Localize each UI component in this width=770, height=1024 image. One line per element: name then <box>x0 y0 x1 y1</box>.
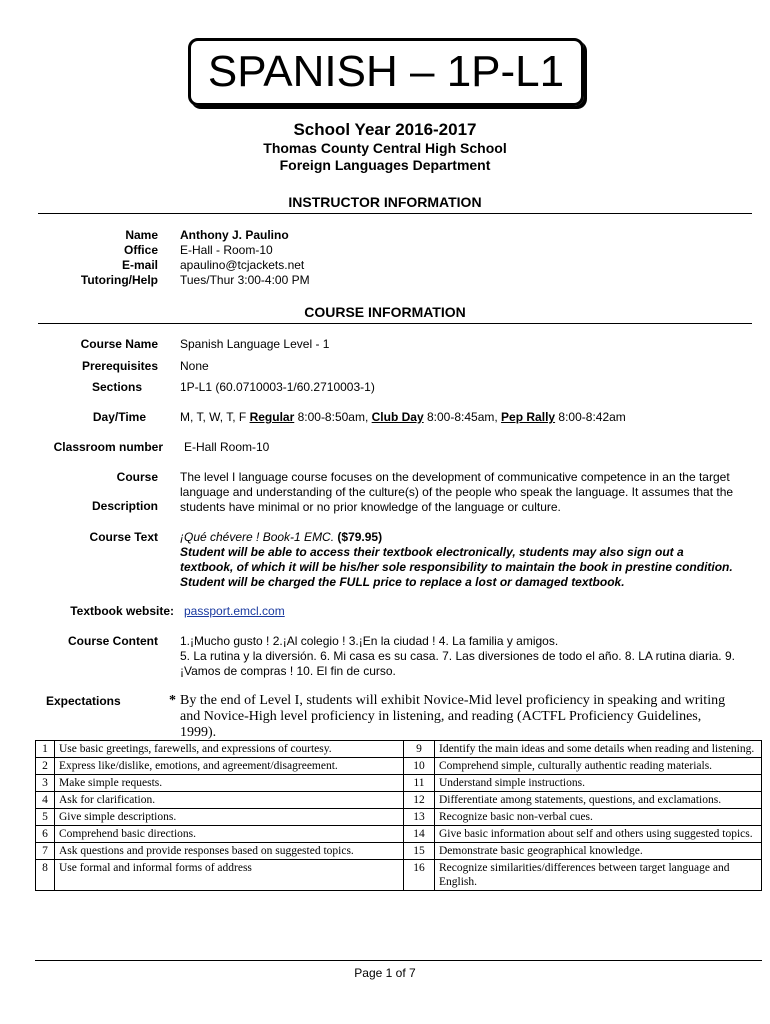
description-label: Course <box>116 470 158 484</box>
course-text-value <box>180 530 740 590</box>
page-title: SPANISH – 1P-L1 <box>207 47 565 96</box>
row-number: 13 <box>404 809 435 826</box>
course-description: The level I language course focuses on the development of communicative competence in an the target language and understanding of the culture(s) of the people who speak the language. It assumes that the students have minimal or no prior knowledge of the language or culture. <box>180 470 734 514</box>
row-number: 3 <box>36 775 55 792</box>
row-number: 8 <box>36 860 55 891</box>
table-row <box>36 775 762 792</box>
expectations-label: Expectations <box>46 694 121 708</box>
row-description: Comprehend simple, culturally authentic reading materials. <box>435 758 762 775</box>
textbook-note: Student will be able to access their textbook electronically, students may also sign out a textbook, of which it will be his/her sole responsibility to maintain the book in prestine condition. Student will be charged the FULL price to replace a lost or damaged textbook. <box>180 545 733 589</box>
row-number: 5 <box>36 809 55 826</box>
department-name: Foreign Languages Department <box>279 157 491 173</box>
instructor-label: Tutoring/Help <box>80 273 158 287</box>
table-row <box>36 826 762 843</box>
sections-value: 1P-L1 (60.0710003-1/60.2710003-1) <box>180 380 375 394</box>
daytime-label: Day/Time <box>92 410 146 424</box>
school-year: School Year 2016-2017 <box>293 120 477 139</box>
prerequisites-value: None <box>180 359 209 373</box>
row-description: Demonstrate basic geographical knowledge. <box>435 843 762 860</box>
row-number: 14 <box>404 826 435 843</box>
textbook-price: ($79.95) <box>337 530 383 544</box>
row-number: 9 <box>404 741 435 758</box>
instructor-label: Office <box>123 243 158 257</box>
row-description: Give simple descriptions. <box>55 809 404 826</box>
textbook-website-link[interactable]: passport.emcl.com <box>184 604 285 618</box>
club-day-time: 8:00-8:45am, <box>423 410 502 424</box>
instructor-value: E-Hall - Room-10 <box>180 243 273 257</box>
title-box <box>188 38 584 106</box>
regular-time: 8:00-8:50am, <box>294 410 372 424</box>
row-number: 12 <box>404 792 435 809</box>
course-content-value: 1.¡Mucho gusto ! 2.¡Al colegio ! 3.¡En la ciudad ! 4. La familia y amigos. 5. La rutina y la diversión. 6. Mi casa es su casa. 7. Las diversiones de todo el año. 8. LA rutina diaria. 9. ¡Vamos de compras ! 10. El fin de curso. <box>180 634 735 678</box>
classroom-label: Classroom number <box>53 440 163 454</box>
instructor-value: Tues/Thur 3:00-4:00 PM <box>180 273 310 287</box>
website-label: Textbook website: <box>70 604 174 618</box>
table-row <box>36 758 762 775</box>
days-text: M, T, W, T, F <box>180 410 250 424</box>
course-section-title: COURSE INFORMATION <box>304 304 466 320</box>
expectations-table <box>35 740 762 891</box>
footer-rule <box>35 960 762 961</box>
instructor-section-title: INSTRUCTOR INFORMATION <box>288 194 482 210</box>
sections-label: Sections <box>91 380 142 394</box>
course-name-label: Course Name <box>80 337 158 351</box>
row-description: Give basic information about self and others using suggested topics. <box>435 826 762 843</box>
row-description: Identify the main ideas and some details when reading and listening. <box>435 741 762 758</box>
row-number: 4 <box>36 792 55 809</box>
instructor-label: Name <box>125 228 158 242</box>
table-row <box>36 741 762 758</box>
instructor-value: Anthony J. Paulino <box>180 228 289 242</box>
row-number: 6 <box>36 826 55 843</box>
instructor-label: E-mail <box>121 258 158 272</box>
row-number: 2 <box>36 758 55 775</box>
row-number: 7 <box>36 843 55 860</box>
instructor-email[interactable]: apaulino@tcjackets.net <box>180 258 305 272</box>
description-label: Description <box>91 499 158 513</box>
row-description: Use basic greetings, farewells, and expressions of courtesy. <box>55 741 404 758</box>
prerequisites-label: Prerequisites <box>81 359 158 373</box>
club-day-label: Club Day <box>371 410 424 424</box>
instructor-rule <box>38 213 752 214</box>
expectations-text: By the end of Level I, students will exhibit Novice-Mid level proficiency in speaking and writing and Novice-High level proficiency in listening, and reading (ACTFL Proficiency Guidelines, 1999). <box>180 693 726 740</box>
row-description: Differentiate among statements, questions, and exclamations. <box>435 792 762 809</box>
row-description: Ask for clarification. <box>55 792 404 809</box>
course-content-label: Course Content <box>68 634 158 648</box>
table-row <box>36 809 762 826</box>
school-name: Thomas County Central High School <box>263 140 507 156</box>
course-text-label: Course Text <box>89 530 158 544</box>
textbook-title: ¡Qué chévere ! Book-1 EMC. <box>180 530 338 544</box>
daytime-value <box>180 410 626 424</box>
pep-rally-label: Pep Rally <box>501 410 556 424</box>
classroom-value: E-Hall Room-10 <box>184 440 270 454</box>
regular-label: Regular <box>249 410 295 424</box>
row-description: Ask questions and provide responses based on suggested topics. <box>55 843 404 860</box>
course-name-value: Spanish Language Level - 1 <box>180 337 330 351</box>
row-description: Recognize basic non-verbal cues. <box>435 809 762 826</box>
course-rule <box>38 323 752 324</box>
row-description: Make simple requests. <box>55 775 404 792</box>
bullet-star: * <box>169 693 176 708</box>
page-number: Page 1 of 7 <box>354 966 416 980</box>
table-row <box>36 843 762 860</box>
row-number: 10 <box>404 758 435 775</box>
row-description: Express like/dislike, emotions, and agreement/disagreement. <box>55 758 404 775</box>
row-number: 16 <box>404 860 435 891</box>
row-description: Understand simple instructions. <box>435 775 762 792</box>
table-row <box>36 860 762 891</box>
row-number: 1 <box>36 741 55 758</box>
row-number: 11 <box>404 775 435 792</box>
row-description: Comprehend basic directions. <box>55 826 404 843</box>
row-description: Use formal and informal forms of address <box>55 860 404 891</box>
pep-rally-time: 8:00-8:42am <box>555 410 626 424</box>
row-number: 15 <box>404 843 435 860</box>
row-description: Recognize similarities/differences between target language and English. <box>435 860 762 891</box>
table-row <box>36 792 762 809</box>
